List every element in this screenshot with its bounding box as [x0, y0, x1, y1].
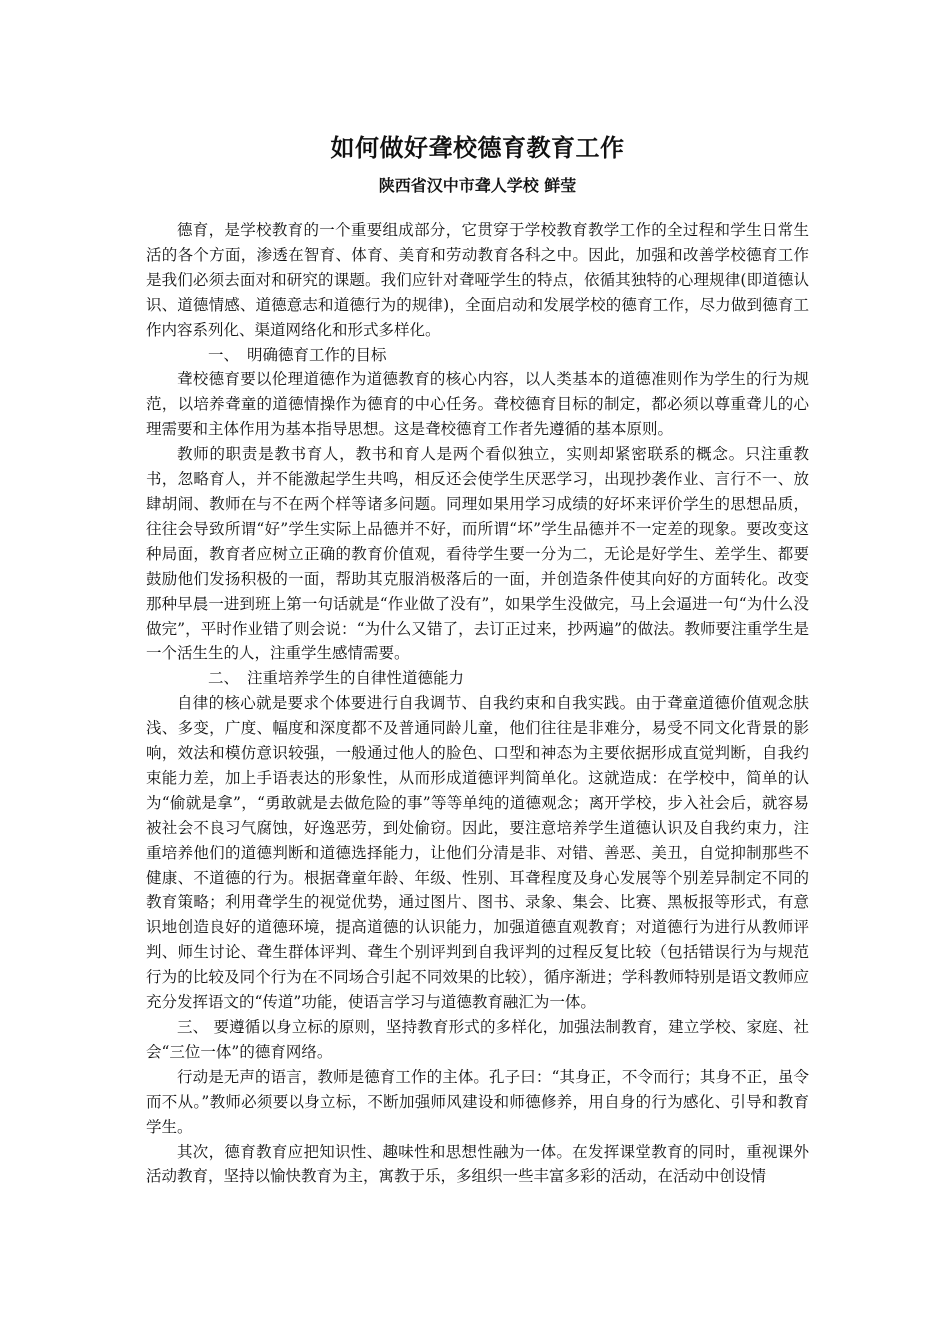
- section-heading-2: [146, 666, 809, 691]
- section-number-2: 二、: [208, 669, 240, 688]
- section-3-paragraph-1: 行动是无声的语言，教师是德育工作的主体。孔子曰：“其身正，不令而行；其身不正，虽令而不从。”教师必须要以身立标，不断加强师风建设和师德修养，用自身的行为感化、引导和教育学生。: [146, 1067, 809, 1136]
- intro-paragraph: 德育，是学校教育的一个重要组成部分，它贯穿于学校教育教学工作的全过程和学生日常生活的各个方面，渗透在智育、体育、美育和劳动教育各科之中。因此，加强和改善学校德育工作是我们必须去面对和研究的课题。我们应针对聋哑学生的特点，依循其独特的心理规律(即道德认识、道德情感、道德意志和道德行为的规律)，全面启动和发展学校的德育工作，尽力做到德育工作内容系列化、渠道网络化和形式多样化。: [146, 221, 809, 339]
- section-3-paragraph-2: 其次，德育教育应把知识性、趣味性和思想性融为一体。在发挥课堂教育的同时，重视课外活动教育，坚持以愉快教育为主，寓教于乐，多组织一些丰富多彩的活动，在活动中创设情: [146, 1142, 809, 1186]
- section-1-paragraph-1: 聋校德育要以伦理道德作为道德教育的核心内容，以人类基本的道德准则作为学生的行为规范，以培养聋童的道德情操作为德育的中心任务。聋校德育目标的制定，都必须以尊重聋儿的心理需要和主体作用为基本指导思想。这是聋校德育工作者先遵循的基本原则。: [146, 370, 809, 439]
- document-title: 如何做好聋校德育教育工作: [330, 133, 625, 162]
- section-number-1: 一、: [208, 345, 240, 364]
- section-heading-text-1: 明确德育工作的目标: [247, 345, 387, 364]
- document-page: [146, 128, 809, 1189]
- section-2-paragraph-1: 自律的核心就是要求个体要进行自我调节、自我约束和自我实践。由于聋童道德价值观念肤浅、多变，广度、幅度和深度都不及普通同龄儿童，他们往往是非难分，易受不同文化背景的影响，效法和模仿意识较强，一般通过他人的脸色、口型和神态为主要依据形成直觉判断，自我约束能力差，加上手语表达的形象性，从而形成道德评判简单化。这就造成：在学校中，简单的认为“偷就是拿”，“勇敢就是去做危险的事”等等单纯的道德观念；离开学校，步入社会后，就容易被社会不良习气腐蚀，好逸恶劳，到处偷窃。因此，要注意培养学生道德认识及自我约束力，注重培养他们的道德判断和道德选择能力，让他们分清是非、对错、善恶、美丑，自觉抑制那些不健康、不道德的行为。根据聋童年龄、年级、性别、耳聋程度及身心发展等个别差异制定不同的教育策略；利用聋学生的视觉优势，通过图片、图书、录象、集会、比赛、黑板报等形式，有意识地创造良好的道德环境，提高道德的认识能力，加强道德直观教育；对道德行为进行从教师评判、师生讨论、聋生群体评判、聋生个别评判到自我评判的过程反复比较（包括错误行为与规范行为的比较及同个行为在不同场合引起不同效果的比较），循序渐进；学科教师特别是语文教师应充分发挥语文的“传道”功能，使语言学习与道德教育融汇为一体。: [146, 694, 809, 1012]
- document-author: 陕西省汉中市聋人学校 鲜莹: [378, 176, 577, 195]
- section-heading-3: 三、 要遵循以身立标的原则，坚持教育形式的多样化，加强法制教育，建立学校、家庭、社会“三位一体”的德育网络。: [146, 1018, 809, 1061]
- section-1-paragraph-2: 教师的职责是教书育人，教书和育人是两个看似独立，实则却紧密联系的概念。只注重教书，忽略育人，并不能激起学生共鸣，相反还会使学生厌恶学习，出现抄袭作业、言行不一、放肆胡闹、教师在与不在两个样等诸多问题。同理如果用学习成绩的好坏来评价学生的思想品质，往往会导致所谓“好”学生实际上品德并不好，而所谓“坏”学生品德并不一定差的现象。要改变这种局面，教育者应树立正确的教育价值观，看待学生要一分为二，无论是好学生、差学生、都要鼓励他们发扬积极的一面，帮助其克服消极落后的一面，并创造条件使其向好的方面转化。改变那种早晨一进到班上第一句话就是“作业做了没有”，如果学生没做完，马上会逼进一句“为什么没做完”，平时作业错了则会说：“为什么又错了，去订正过来，抄两遍”的做法。教师要注重学生是一个活生生的人，注重学生感情需要。: [146, 445, 809, 663]
- section-heading-text-2: 注重培养学生的自律性道德能力: [247, 669, 465, 688]
- section-heading-1: [146, 343, 809, 368]
